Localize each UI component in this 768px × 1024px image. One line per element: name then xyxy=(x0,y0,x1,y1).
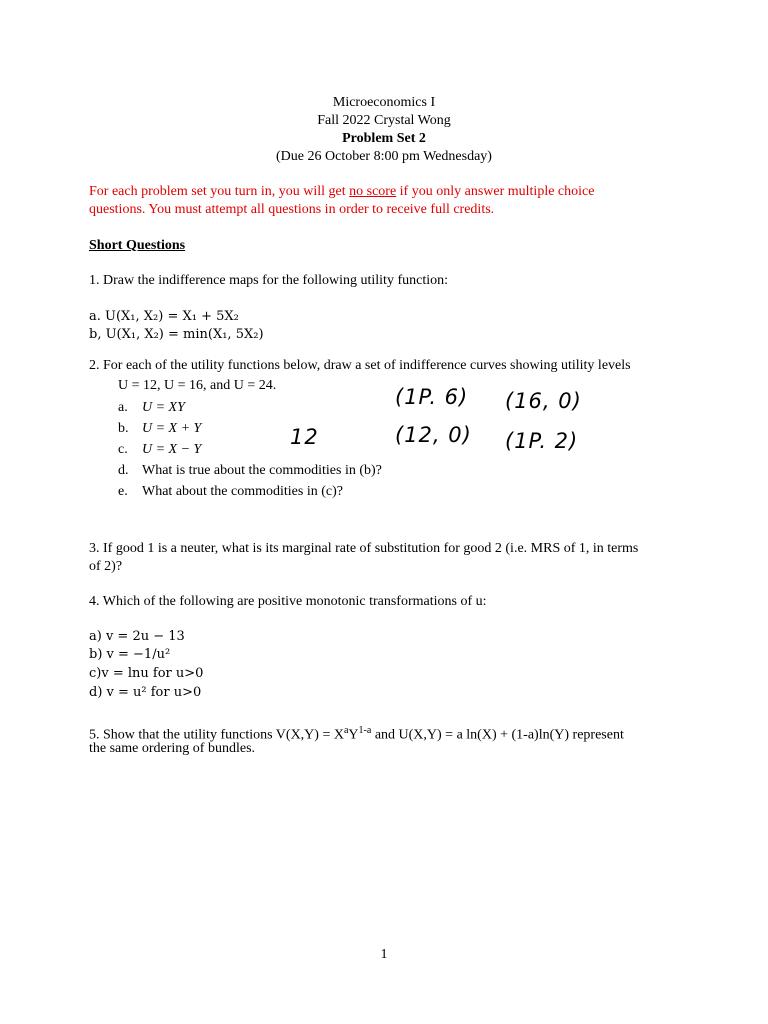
question-5-line-2: the same ordering of bundles. xyxy=(89,741,256,756)
page-number: 1 xyxy=(380,947,388,962)
question-2a: U = XY xyxy=(142,400,185,415)
q5-exponent-a: a xyxy=(343,725,349,736)
notice-line-2: questions. You must attempt all questions in order to receive full credits. xyxy=(89,202,495,217)
question-2b-label: b. xyxy=(118,421,129,436)
question-2a-label: a. xyxy=(118,400,128,415)
question-2d: What is true about the commodities in (b)? xyxy=(142,463,382,478)
question-4c: c)v = lnu for u>0 xyxy=(89,666,204,681)
question-4a: a) v = 2u − 13 xyxy=(89,629,185,644)
question-2c-label: c. xyxy=(118,442,128,457)
handwriting-note-3: 12 xyxy=(290,425,319,449)
problem-set-title: Problem Set 2 xyxy=(342,131,426,146)
notice-emphasis: no score xyxy=(349,184,397,199)
q5-pre: 5. Show that the utility functions V(X,Y) = X xyxy=(89,727,344,743)
handwriting-note-5: (1P. 2) xyxy=(505,429,579,453)
question-1: 1. Draw the indifference maps for the following utility function: xyxy=(89,273,448,288)
notice-pre: For each problem set you turn in, you will get xyxy=(89,184,350,199)
question-2-line-2: U = 12, U = 16, and U = 24. xyxy=(118,378,277,393)
q5-y: Y xyxy=(348,727,359,743)
question-2-line-1: 2. For each of the utility functions below, draw a set of indifference curves showing utility levels xyxy=(89,358,631,373)
question-4: 4. Which of the following are positive monotonic transformations of u: xyxy=(89,594,487,609)
q5-post: and U(X,Y) = a ln(X) + (1-a)ln(Y) represent xyxy=(371,727,624,743)
notice-post: if you only answer multiple choice xyxy=(396,184,595,199)
question-2c: U = X − Y xyxy=(142,442,202,457)
q5-exponent-1a: 1-a xyxy=(358,725,372,736)
question-2e-label: e. xyxy=(118,484,128,499)
handwriting-note-2: (16, 0) xyxy=(505,389,582,413)
due-date: (Due 26 October 8:00 pm Wednesday) xyxy=(276,149,492,164)
question-2e: What about the commodities in (c)? xyxy=(142,484,343,499)
question-3-line-1: 3. If good 1 is a neuter, what is its marginal rate of substitution for good 2 (i.e. MRS of 1, in terms xyxy=(89,541,639,556)
section-heading: Short Questions xyxy=(89,238,186,253)
handwriting-note-4: (12, 0) xyxy=(395,423,472,447)
notice-line-1 xyxy=(89,183,594,201)
question-3-line-2: of 2)? xyxy=(89,559,123,574)
question-2b: U = X + Y xyxy=(142,421,202,436)
handwriting-note-1: (1P. 6) xyxy=(395,385,469,409)
question-2d-label: d. xyxy=(118,463,129,478)
course-name: Microeconomics I xyxy=(332,95,436,110)
term-instructor: Fall 2022 Crystal Wong xyxy=(317,113,451,128)
question-4b: b) v = −1/u² xyxy=(89,647,171,662)
question-4d: d) v = u² for u>0 xyxy=(89,685,202,700)
question-1a: a. U(X₁, X₂) = X₁ + 5X₂ xyxy=(89,309,239,324)
question-1b: b, U(X₁, X₂) = min(X₁, 5X₂) xyxy=(89,327,264,342)
